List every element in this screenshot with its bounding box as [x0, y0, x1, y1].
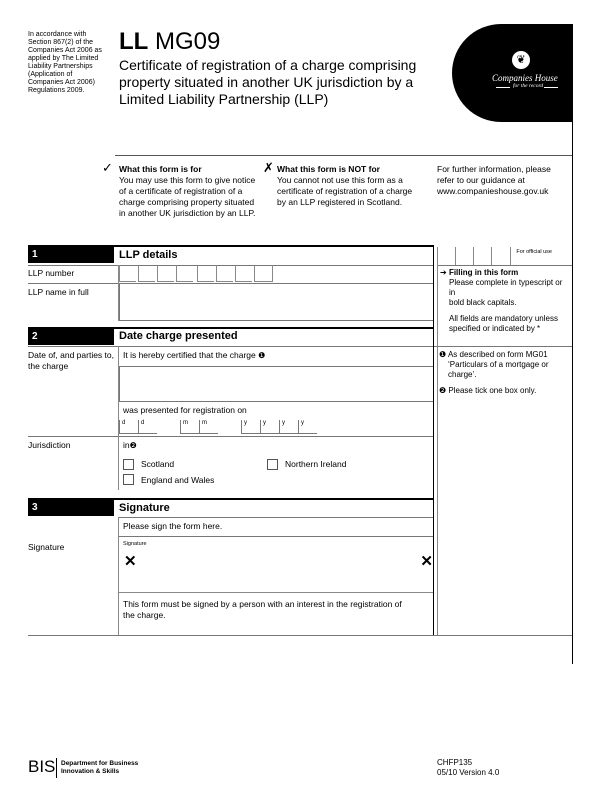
parties-field-line1[interactable] — [119, 366, 434, 385]
section3-number: 3 — [28, 500, 114, 516]
scotland-label: Scotland — [141, 459, 175, 469]
form-for-block: What this form is for You may use this form to give notice of a certificate of registration of a charge comprising property situated in another UK jurisdiction by an LLP. — [119, 164, 256, 218]
companies-house-logo: ❦ Companies House for the record — [448, 24, 572, 122]
jurisdiction-label: Jurisdiction — [28, 440, 71, 450]
llp-name-label: LLP name in full — [28, 287, 89, 297]
england-wales-checkbox[interactable] — [123, 474, 134, 485]
note1-marker: ❶ — [258, 351, 266, 360]
england-wales-label: England and Wales — [141, 475, 215, 485]
department-name: Department for Business Innovation & Skills — [61, 760, 139, 775]
northern-ireland-checkbox[interactable] — [267, 459, 278, 470]
signature-note: This form must be signed by a person with an interest in the registration of the charge. — [123, 599, 402, 620]
sign-instruction: Please sign the form here. — [123, 521, 223, 531]
in-label: in❷ — [123, 440, 137, 450]
llp-number-label: LLP number — [28, 268, 75, 278]
section2-number: 2 — [28, 329, 114, 345]
form-title: Certificate of registration of a charge comprising property situated in another UK jurisdiction by a Limited Liability Partnership (LLP) — [119, 57, 417, 107]
section2-title: Date charge presented — [119, 330, 238, 342]
section1-number: 1 — [28, 247, 114, 263]
info-block: For further information, please refer to our guidance at www.companieshouse.gov.uk — [437, 164, 551, 196]
signature-label: Signature — [28, 542, 65, 552]
official-use-box: For official use — [437, 247, 572, 265]
date-parties-label: Date of, and parties to, the charge — [28, 350, 114, 371]
llp-name-field[interactable] — [119, 284, 434, 303]
form-code: LL MG09 — [119, 28, 221, 55]
scotland-checkbox[interactable] — [123, 459, 134, 470]
presented-text: was presented for registration on — [123, 405, 247, 415]
parties-field-line2[interactable] — [119, 384, 434, 402]
intro-top-rule — [115, 155, 572, 156]
tick-icon: ✓ — [102, 160, 113, 175]
filling-note: ➔ Filling in this form Please complete in typescript or in bold black capitals. All fields are mandatory unless specified or indicated by * — [440, 268, 563, 333]
cross-icon: ✗ — [263, 160, 274, 175]
page-right-border — [572, 24, 573, 664]
signature-box[interactable]: Signature ✕ ✕ — [119, 538, 433, 593]
bis-logo: BIS — [28, 757, 56, 776]
arrow-icon: ➔ — [440, 268, 447, 277]
section3-title: Signature — [119, 502, 170, 514]
crest-icon: ❦ — [512, 51, 530, 69]
llp-name-field-line2[interactable] — [119, 302, 434, 321]
section2-notes: ❶ As described on form MG01 ‘Particulars of a mortgage or charge’. ❷ Please tick one box only. — [439, 350, 549, 395]
note2-marker: ❷ — [129, 441, 137, 450]
form-not-for-block: What this form is NOT for You cannot not use this form as a certificate of registration of a charge by an LLP registered in Scotland. — [277, 164, 413, 207]
form-reference: CHFP135 05/10 Version 4.0 — [437, 758, 500, 777]
northern-ireland-label: Northern Ireland — [285, 459, 347, 469]
sign-here-left-icon: ✕ — [124, 553, 137, 570]
sign-here-right-icon: ✕ — [420, 553, 433, 570]
legal-note: In accordance with Section 867(2) of the Companies Act 2006 as applied by The Limited Liability Partnerships (Application of Companies Act 2006) Regulations 2009. — [28, 31, 102, 94]
section1-title: LLP details — [119, 249, 178, 261]
certified-text: It is hereby certified that the charge ❶ — [123, 350, 266, 360]
